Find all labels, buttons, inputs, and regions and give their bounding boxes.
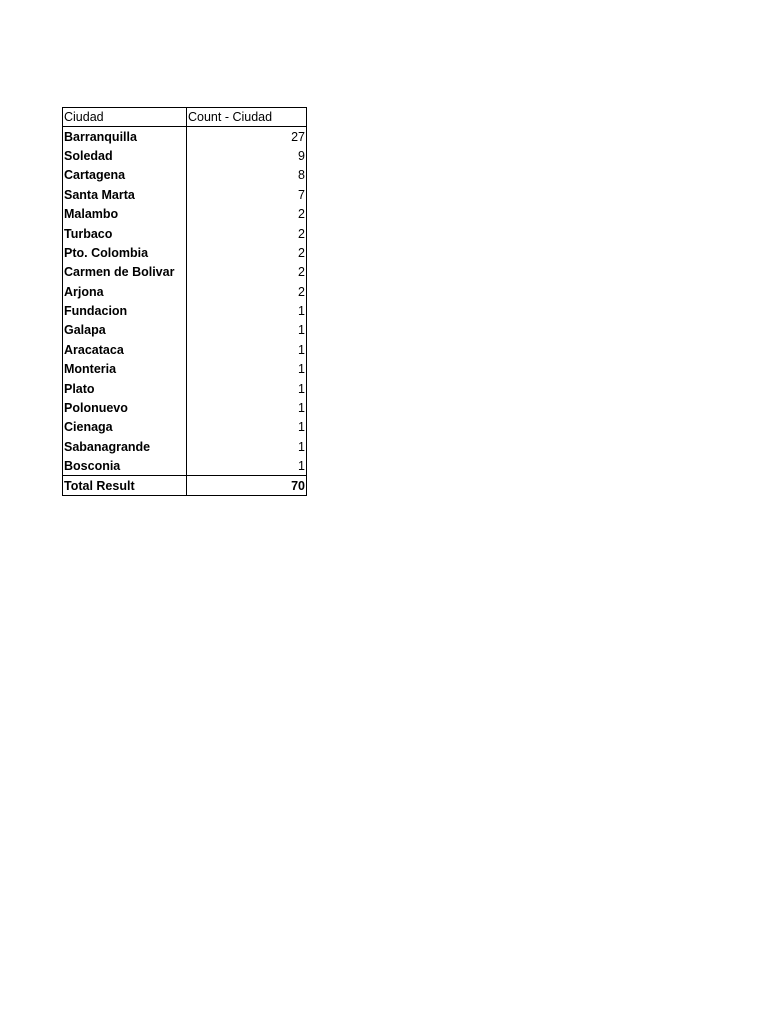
count-cell: 8 (187, 166, 307, 185)
table-row (63, 418, 307, 437)
table-footer (63, 476, 307, 495)
count-cell: 1 (187, 301, 307, 320)
city-cell: Aracataca (63, 340, 187, 359)
city-cell: Polonuevo (63, 398, 187, 417)
table-row (63, 398, 307, 417)
count-cell: 2 (187, 243, 307, 262)
count-cell: 1 (187, 321, 307, 340)
city-cell: Carmen de Bolivar (63, 263, 187, 282)
pivot-table (62, 107, 307, 496)
city-cell: Malambo (63, 204, 187, 223)
table-row (63, 185, 307, 204)
table-row (63, 224, 307, 243)
count-cell: 1 (187, 418, 307, 437)
city-cell: Fundacion (63, 301, 187, 320)
count-cell: 2 (187, 282, 307, 301)
city-cell: Turbaco (63, 224, 187, 243)
count-cell: 1 (187, 398, 307, 417)
city-cell: Arjona (63, 282, 187, 301)
column-header-count: Count - Ciudad (187, 108, 307, 127)
city-cell: Barranquilla (63, 127, 187, 146)
total-count: 70 (187, 476, 307, 495)
column-header-city: Ciudad (63, 108, 187, 127)
city-cell: Santa Marta (63, 185, 187, 204)
table-row (63, 437, 307, 456)
table-row (63, 204, 307, 223)
city-cell: Sabanagrande (63, 437, 187, 456)
city-cell: Pto. Colombia (63, 243, 187, 262)
table-row (63, 243, 307, 262)
count-cell: 1 (187, 437, 307, 456)
table-row (63, 263, 307, 282)
count-cell: 1 (187, 340, 307, 359)
total-row (63, 476, 307, 495)
table-row (63, 127, 307, 146)
total-label: Total Result (63, 476, 187, 495)
table-row (63, 360, 307, 379)
count-cell: 2 (187, 263, 307, 282)
table-header (63, 108, 307, 127)
table-row (63, 321, 307, 340)
city-cell: Cienaga (63, 418, 187, 437)
count-cell: 2 (187, 224, 307, 243)
table-row (63, 146, 307, 165)
count-cell: 9 (187, 146, 307, 165)
header-row (63, 108, 307, 127)
table-row (63, 282, 307, 301)
count-cell: 1 (187, 457, 307, 476)
city-cell: Cartagena (63, 166, 187, 185)
count-cell: 1 (187, 379, 307, 398)
city-cell: Plato (63, 379, 187, 398)
table-row (63, 379, 307, 398)
table-body (63, 127, 307, 476)
count-cell: 7 (187, 185, 307, 204)
table-row (63, 301, 307, 320)
table-row (63, 166, 307, 185)
city-cell: Galapa (63, 321, 187, 340)
city-cell: Soledad (63, 146, 187, 165)
table-row (63, 457, 307, 476)
city-cell: Monteria (63, 360, 187, 379)
count-cell: 2 (187, 204, 307, 223)
count-cell: 27 (187, 127, 307, 146)
table-row (63, 340, 307, 359)
city-cell: Bosconia (63, 457, 187, 476)
count-cell: 1 (187, 360, 307, 379)
